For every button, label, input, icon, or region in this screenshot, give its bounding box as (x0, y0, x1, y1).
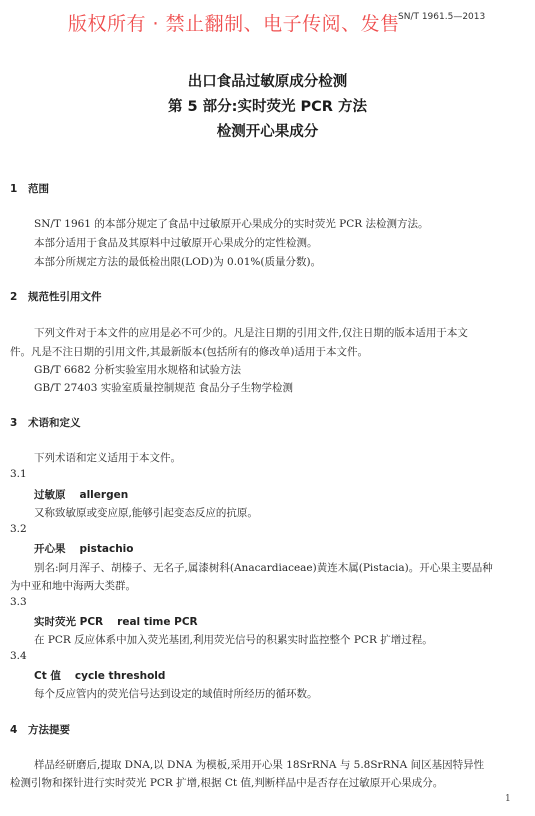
term-definition: 又称致敏原或变应原,能够引起变态反应的抗原。 (34, 507, 258, 519)
term-name (34, 668, 165, 683)
section-number: 1 (10, 183, 18, 195)
reference-item: GB/T 6682 分析实验室用水规格和试验方法 (34, 364, 242, 376)
section-title: 规范性引用文件 (28, 291, 102, 303)
section-4-heading (10, 722, 70, 737)
section-3-heading (10, 415, 81, 430)
paragraph-continuation: 件。凡是不注日期的引用文件,其最新版本(包括所有的修改单)适用于本文件。 (10, 346, 369, 358)
section-title: 方法提要 (28, 724, 70, 736)
paragraph: SN/T 1961 的本部分规定了食品中过敏原开心果成分的实时荧光 PCR 法检测方法。 (34, 218, 429, 230)
paragraph: 本部分适用于食品及其原料中过敏原开心果成分的定性检测。 (34, 237, 318, 249)
term-zh: Ct 值 (34, 670, 61, 682)
term-number: 3.1 (10, 468, 27, 480)
paragraph: 下列文件对于本文件的应用是必不可少的。凡是注日期的引用文件,仅注日期的版本适用于本文 (34, 327, 468, 339)
term-number: 3.2 (10, 523, 27, 535)
section-title: 范围 (28, 183, 49, 195)
term-en: pistachio (79, 543, 134, 555)
document-title-line3: 检测开心果成分 (216, 124, 319, 140)
section-1-heading (10, 181, 49, 196)
term-zh: 开心果 (34, 543, 66, 555)
paragraph: 下列术语和定义适用于本文件。 (34, 452, 181, 464)
copyright-watermark: 版权所有 · 禁止翻制、电子传阅、发售 (68, 13, 400, 35)
document-title-line2: 第 5 部分:实时荧光 PCR 方法 (167, 99, 367, 115)
term-number: 3.4 (10, 650, 27, 662)
term-zh: 过敏原 (34, 489, 66, 501)
term-en: real time PCR (117, 616, 198, 628)
term-name (34, 541, 133, 556)
section-title: 术语和定义 (28, 417, 81, 429)
term-name (34, 614, 198, 629)
term-number: 3.3 (10, 596, 27, 608)
term-definition-continuation: 为中亚和地中海两大类群。 (10, 580, 136, 592)
section-number: 2 (10, 291, 18, 303)
section-number: 3 (10, 417, 18, 429)
term-definition: 每个反应管内的荧光信号达到设定的域值时所经历的循环数。 (34, 688, 318, 700)
paragraph: 样品经研磨后,提取 DNA,以 DNA 为模板,采用开心果 18SrRNA 与 5.8SrRNA 间区基因特异性 (34, 759, 485, 771)
term-name (34, 487, 128, 502)
term-definition: 在 PCR 反应体系中加入荧光基团,利用荧光信号的积累实时监控整个 PCR 扩增过程。 (34, 634, 433, 646)
page-number: 1 (505, 794, 511, 804)
term-en: cycle threshold (74, 670, 166, 682)
paragraph-continuation: 检测引物和探针进行实时荧光 PCR 扩增,根据 Ct 值,判断样品中是否存在过敏原开心果成分。 (10, 777, 444, 789)
term-en: allergen (79, 489, 129, 501)
standard-code: SN/T 1961.5—2013 (398, 12, 486, 22)
section-number: 4 (10, 724, 18, 736)
paragraph: 本部分所规定方法的最低检出限(LOD)为 0.01%(质量分数)。 (34, 256, 322, 268)
term-definition: 别名:阿月浑子、胡榛子、无名子,属漆树科(Anacardiaceae)黄连木属(Pistacia)。开心果主要品种 (34, 562, 493, 574)
section-2-heading (10, 289, 102, 304)
term-zh: 实时荧光 PCR (34, 616, 104, 628)
document-title-line1: 出口食品过敏原成分检测 (187, 74, 348, 90)
reference-item: GB/T 27403 实验室质量控制规范 食品分子生物学检测 (34, 382, 294, 394)
